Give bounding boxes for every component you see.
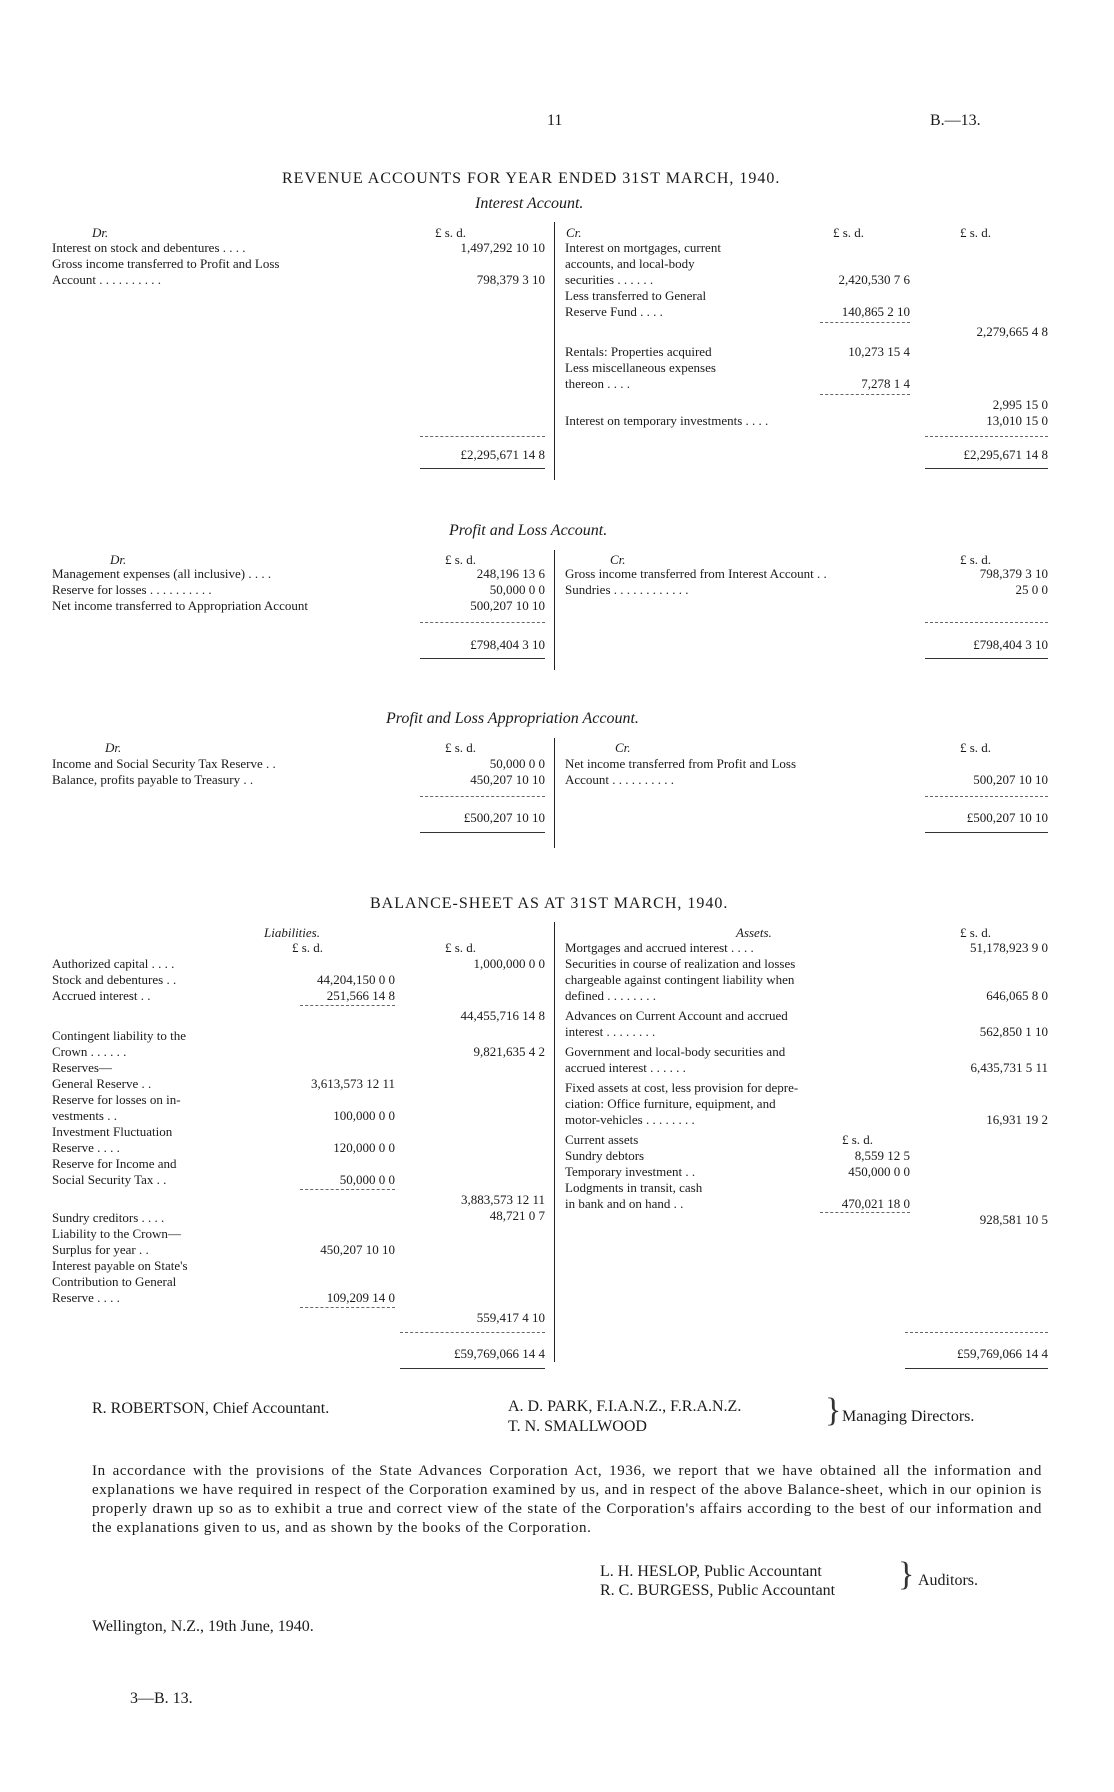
chief-accountant-signature: R. ROBERTSON, Chief Accountant.: [92, 1400, 330, 1417]
asset-amount: 6,435,731 5 11: [970, 1060, 1048, 1075]
total-underline: [925, 658, 1048, 659]
profit-loss-dr-row-amount: 50,000 0 0: [489, 582, 545, 597]
liability-sub: 120,000 0 0: [333, 1140, 395, 1155]
total-rule: [420, 436, 545, 437]
total-rule: [925, 796, 1048, 797]
liability-sub: 251,566 14 8: [326, 988, 395, 1003]
asset-label: accrued interest . . . . . .: [565, 1060, 686, 1075]
total-rule: [400, 1332, 545, 1333]
liability-amount: 48,721 0 7: [489, 1208, 545, 1223]
interest-divider: [554, 222, 555, 480]
appropriation-dr-row-label: Income and Social Security Tax Reserve . .: [52, 756, 276, 771]
assets-title: Assets.: [736, 925, 772, 940]
total-underline: [400, 1368, 545, 1369]
profit-loss-dr-row-label: Management expenses (all inclusive) . . . .: [52, 566, 272, 581]
asset-lsd-header: £ s. d.: [960, 925, 992, 940]
total-rule: [905, 1332, 1048, 1333]
appropriation-dr-row-amount: 450,207 10 10: [470, 772, 545, 787]
asset-label: interest . . . . . . . .: [565, 1024, 656, 1039]
profit-loss-dr-row-amount: 500,207 10 10: [470, 598, 545, 613]
auditors-brace: }: [898, 1556, 915, 1593]
asset-label: Advances on Current Account and accrued: [565, 1008, 788, 1023]
interest-cr-row-label: thereon . . . .: [565, 376, 630, 391]
profit-loss-cr-row-amount: 25 0 0: [1015, 582, 1048, 597]
appropriation-cr-total: £500,207 10 10: [966, 810, 1048, 825]
assets-total: £59,769,066 14 4: [957, 1346, 1048, 1361]
asset-sub: 8,559 12 5: [854, 1148, 910, 1163]
subtotal-rule: [820, 322, 910, 323]
profit-loss-dr-lsd-header: £ s. d.: [445, 552, 477, 567]
auditors-role: Auditors.: [918, 1572, 978, 1589]
interest-dr-row-label: Gross income transferred to Profit and Loss: [52, 256, 280, 271]
appropriation-divider: [554, 738, 555, 848]
appropriation-dr-total: £500,207 10 10: [463, 810, 545, 825]
liability-label: Interest payable on State's: [52, 1258, 188, 1273]
total-rule: [925, 622, 1048, 623]
profit-loss-cr-total: £798,404 3 10: [973, 637, 1048, 652]
directors-brace: }: [825, 1392, 842, 1429]
document-code: B.—13.: [930, 112, 981, 129]
director-name: A. D. PARK, F.I.A.N.Z., F.R.A.N.Z.: [508, 1398, 742, 1415]
audit-paragraph: In accordance with the provisions of the State Advances Corporation Act, 1936, we report that we have obtained all the information and explanations we have required in respect of the Corporation examined by us, and in respect of the above Balance-sheet, which in our opinion is properly drawn up so as to exhibit a true and correct view of the state of the Corporation's affairs according to the best of our information and the explanations given to us, and as shown by the books of the Corporation.: [92, 1463, 1042, 1536]
asset-sub-lsd-header: £ s. d.: [842, 1132, 874, 1147]
asset-label: motor-vehicles . . . . . . . .: [565, 1112, 695, 1127]
liability-sub: 3,613,573 12 11: [310, 1076, 395, 1091]
asset-label: Sundry debtors: [565, 1148, 645, 1163]
subtotal-rule: [300, 1189, 395, 1190]
liability-label: vestments . .: [52, 1108, 117, 1123]
interest-dr-total: £2,295,671 14 8: [460, 447, 545, 462]
profit-loss-cr-row-label: Sundries . . . . . . . . . . . .: [565, 582, 689, 597]
subtotal-rule: [820, 394, 910, 395]
asset-label: in bank and on hand . .: [565, 1196, 684, 1211]
asset-label: ciation: Office furniture, equipment, and: [565, 1096, 776, 1111]
interest-cr-lsd-header: £ s. d.: [960, 225, 992, 240]
interest-dr-label: Dr.: [92, 225, 109, 240]
interest-dr-row-label: Account . . . . . . . . . .: [52, 272, 162, 287]
interest-cr-row-label: Interest on temporary investments . . . .: [565, 413, 769, 428]
profit-loss-cr-row-label: Gross income transferred from Interest Account . .: [565, 566, 827, 581]
asset-label: Temporary investment . .: [565, 1164, 696, 1179]
liability-label: Reserve for Income and: [52, 1156, 177, 1171]
asset-amount: 51,178,923 9 0: [970, 940, 1048, 955]
place-date: Wellington, N.Z., 19th June, 1940.: [92, 1618, 314, 1635]
interest-account-heading: Interest Account.: [475, 195, 584, 212]
interest-cr-row-sub: 2,420,530 7 6: [838, 272, 910, 287]
appropriation-dr-row-label: Balance, profits payable to Treasury . .: [52, 772, 254, 787]
liability-sub: 450,207 10 10: [320, 1242, 395, 1257]
liability-label: Authorized capital . . . .: [52, 956, 175, 971]
liability-label: Stock and debentures . .: [52, 972, 177, 987]
asset-amount: 562,850 1 10: [979, 1024, 1048, 1039]
interest-cr-total: £2,295,671 14 8: [963, 447, 1048, 462]
liability-label: Crown . . . . . .: [52, 1044, 127, 1059]
appropriation-dr-lsd-header: £ s. d.: [445, 740, 477, 755]
liability-amount: 559,417 4 10: [476, 1310, 545, 1325]
balance-sheet-heading: BALANCE-SHEET AS AT 31ST MARCH, 1940.: [370, 895, 729, 912]
asset-label: Mortgages and accrued interest . . . .: [565, 940, 754, 955]
appropriation-cr-lsd-header: £ s. d.: [960, 740, 992, 755]
total-rule: [420, 622, 545, 623]
asset-label: defined . . . . . . . .: [565, 988, 656, 1003]
liability-label: Contingent liability to the: [52, 1028, 186, 1043]
interest-cr-sub-lsd-header: £ s. d.: [833, 225, 865, 240]
asset-label: Fixed assets at cost, less provision for depre-: [565, 1080, 799, 1095]
liability-label: Reserve for losses on in-: [52, 1092, 181, 1107]
liability-label: Reserve . . . .: [52, 1290, 120, 1305]
interest-cr-row-label: securities . . . . . .: [565, 272, 654, 287]
appropriation-dr-label: Dr.: [105, 740, 122, 755]
total-underline: [925, 832, 1048, 833]
profit-loss-dr-row-amount: 248,196 13 6: [476, 566, 545, 581]
interest-cr-row-label: Less transferred to General: [565, 288, 707, 303]
total-underline: [420, 832, 545, 833]
liability-label: Sundry creditors . . . .: [52, 1210, 165, 1225]
director-name: T. N. SMALLWOOD: [508, 1418, 647, 1435]
liab-lsd-header: £ s. d.: [445, 940, 477, 955]
liab-sub-lsd-header: £ s. d.: [292, 940, 324, 955]
liability-amount: 44,455,716 14 8: [460, 1008, 545, 1023]
interest-dr-row-amount: 1,497,292 10 10: [460, 240, 545, 255]
liability-sub: 109,209 14 0: [326, 1290, 395, 1305]
profit-loss-cr-row-amount: 798,379 3 10: [979, 566, 1048, 581]
interest-dr-row-label: Interest on stock and debentures . . . .: [52, 240, 246, 255]
asset-label: chargeable against contingent liability when: [565, 972, 795, 987]
footer-code: 3—B. 13.: [130, 1690, 193, 1707]
total-underline: [420, 468, 545, 469]
interest-cr-row-sub: 140,865 2 10: [841, 304, 910, 319]
profit-loss-dr-row-label: Net income transferred to Appropriation Account: [52, 598, 308, 613]
page-title: REVENUE ACCOUNTS FOR YEAR ENDED 31ST MARCH, 1940.: [282, 170, 781, 187]
interest-cr-row-label: Interest on mortgages, current: [565, 240, 721, 255]
liability-sub: 100,000 0 0: [333, 1108, 395, 1123]
profit-loss-cr-lsd-header: £ s. d.: [960, 552, 992, 567]
asset-label: Current assets: [565, 1132, 639, 1147]
liability-label: General Reserve . .: [52, 1076, 152, 1091]
directors-role: Managing Directors.: [842, 1408, 975, 1425]
interest-cr-row-amount: 2,995 15 0: [992, 397, 1048, 412]
liability-label: Contribution to General: [52, 1274, 177, 1289]
interest-cr-row-label: accounts, and local-body: [565, 256, 695, 271]
profit-loss-dr-row-label: Reserve for losses . . . . . . . . . .: [52, 582, 212, 597]
interest-cr-row-label: Less miscellaneous expenses: [565, 360, 716, 375]
appropriation-cr-row-label: Net income transferred from Profit and Loss: [565, 756, 797, 771]
interest-cr-row-sub: 10,273 15 4: [848, 344, 910, 359]
appropriation-cr-row-label: Account . . . . . . . . . .: [565, 772, 675, 787]
balance-sheet-divider: [554, 922, 555, 1362]
appropriation-heading: Profit and Loss Appropriation Account.: [386, 710, 639, 727]
asset-label: Securities in course of realization and losses: [565, 956, 796, 971]
liability-label: Reserve . . . .: [52, 1140, 120, 1155]
asset-label: Lodgments in transit, cash: [565, 1180, 703, 1195]
liabilities-total: £59,769,066 14 4: [454, 1346, 545, 1361]
profit-loss-cr-label: Cr.: [610, 552, 626, 567]
liability-label: Accrued interest . .: [52, 988, 151, 1003]
appropriation-dr-row-amount: 50,000 0 0: [489, 756, 545, 771]
interest-dr-row-amount: 798,379 3 10: [476, 272, 545, 287]
appropriation-cr-label: Cr.: [615, 740, 631, 755]
interest-cr-row-label: Rentals: Properties acquired: [565, 344, 712, 359]
appropriation-cr-row-amount: 500,207 10 10: [973, 772, 1048, 787]
auditor-name: L. H. HESLOP, Public Accountant: [600, 1563, 822, 1580]
liability-sub: 50,000 0 0: [339, 1172, 395, 1187]
profit-loss-divider: [554, 550, 555, 670]
asset-amount: 16,931 19 2: [986, 1112, 1048, 1127]
liability-amount: 3,883,573 12 11: [460, 1192, 545, 1207]
asset-label: Government and local-body securities and: [565, 1044, 786, 1059]
total-rule: [925, 436, 1048, 437]
subtotal-rule: [300, 1307, 395, 1308]
interest-cr-row-amount: 2,279,665 4 8: [976, 324, 1048, 339]
interest-cr-row-label: Reserve Fund . . . .: [565, 304, 663, 319]
liability-amount: 1,000,000 0 0: [473, 956, 545, 971]
interest-cr-label: Cr.: [566, 225, 582, 240]
interest-cr-row-sub: 7,278 1 4: [861, 376, 910, 391]
liabilities-title: Liabilities.: [264, 925, 320, 940]
liability-label: Surplus for year . .: [52, 1242, 149, 1257]
liability-label: Liability to the Crown—: [52, 1226, 181, 1241]
asset-amount: 646,065 8 0: [986, 988, 1048, 1003]
liability-amount: 9,821,635 4 2: [473, 1044, 545, 1059]
interest-dr-lsd-header: £ s. d.: [435, 225, 467, 240]
total-underline: [925, 468, 1048, 469]
auditor-name: R. C. BURGESS, Public Accountant: [600, 1582, 836, 1599]
total-rule: [420, 796, 545, 797]
asset-amount: 928,581 10 5: [979, 1212, 1048, 1227]
liability-label: Social Security Tax . .: [52, 1172, 167, 1187]
liability-label: Reserves—: [52, 1060, 112, 1075]
profit-loss-dr-total: £798,404 3 10: [470, 637, 545, 652]
asset-sub: 450,000 0 0: [848, 1164, 910, 1179]
interest-cr-row-amount: 13,010 15 0: [986, 413, 1048, 428]
liability-label: Investment Fluctuation: [52, 1124, 173, 1139]
total-underline: [420, 658, 545, 659]
subtotal-rule: [300, 1005, 395, 1006]
total-underline: [905, 1368, 1048, 1369]
liability-sub: 44,204,150 0 0: [317, 972, 395, 987]
profit-loss-heading: Profit and Loss Account.: [449, 522, 608, 539]
asset-sub: 470,021 18 0: [841, 1196, 910, 1211]
page-number: 11: [547, 112, 563, 129]
profit-loss-dr-label: Dr.: [110, 552, 127, 567]
